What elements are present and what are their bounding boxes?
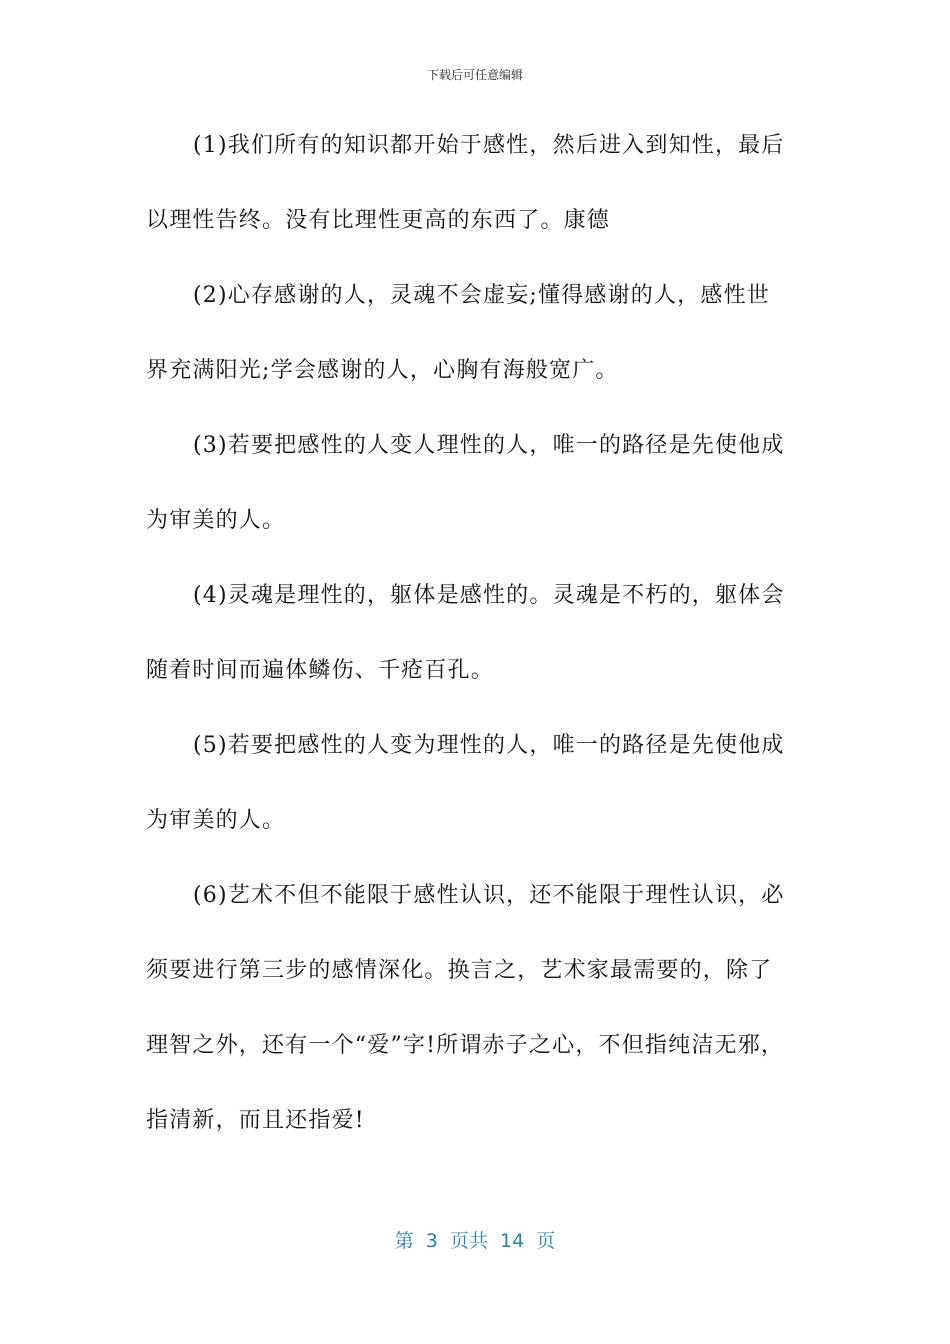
paragraph-1-line-1: (1)我们所有的知识都开始于感性，然后进入到知性，最后 [193, 133, 785, 158]
page-number-footer: 第 3 页共 14 页 [394, 1230, 556, 1252]
paragraph-2-line-2: 界充满阳光;学会感谢的人，心胸有海般宽广。 [146, 358, 619, 383]
paragraph-3-line-1: (3)若要把感性的人变人理性的人，唯一的路径是先使他成 [193, 433, 785, 458]
paragraph-6-line-4: 指清新，而且还指爱! [146, 1108, 365, 1133]
paragraph-6-line-2: 须要进行第三步的感情深化。换言之，艺术家最需要的，除了 [146, 958, 773, 983]
paragraph-4-line-1: (4)灵魂是理性的，躯体是感性的。灵魂是不朽的，躯体会 [193, 583, 785, 608]
paragraph-5-line-2: 为审美的人。 [146, 808, 286, 833]
paragraph-3-line-2: 为审美的人。 [146, 508, 286, 533]
paragraph-4-line-2: 随着时间而遍体鳞伤、千疮百孔。 [146, 658, 495, 683]
paragraph-2-line-1: (2)心存感谢的人，灵魂不会虚妄;懂得感谢的人，感性世 [193, 283, 770, 308]
paragraph-5-line-1: (5)若要把感性的人变为理性的人，唯一的路径是先使他成 [193, 733, 785, 758]
paragraph-6-line-3: 理智之外，还有一个“爱”字!所谓赤子之心，不但指纯洁无邪， [146, 1033, 785, 1058]
header-note: 下载后可任意编辑 [426, 68, 523, 82]
document-body [146, 126, 806, 1176]
paragraph-6-line-1: (6)艺术不但不能限于感性认识，还不能限于理性认识，必 [193, 883, 785, 908]
paragraph-1-line-2: 以理性告终。没有比理性更高的东西了。康德 [146, 208, 611, 233]
